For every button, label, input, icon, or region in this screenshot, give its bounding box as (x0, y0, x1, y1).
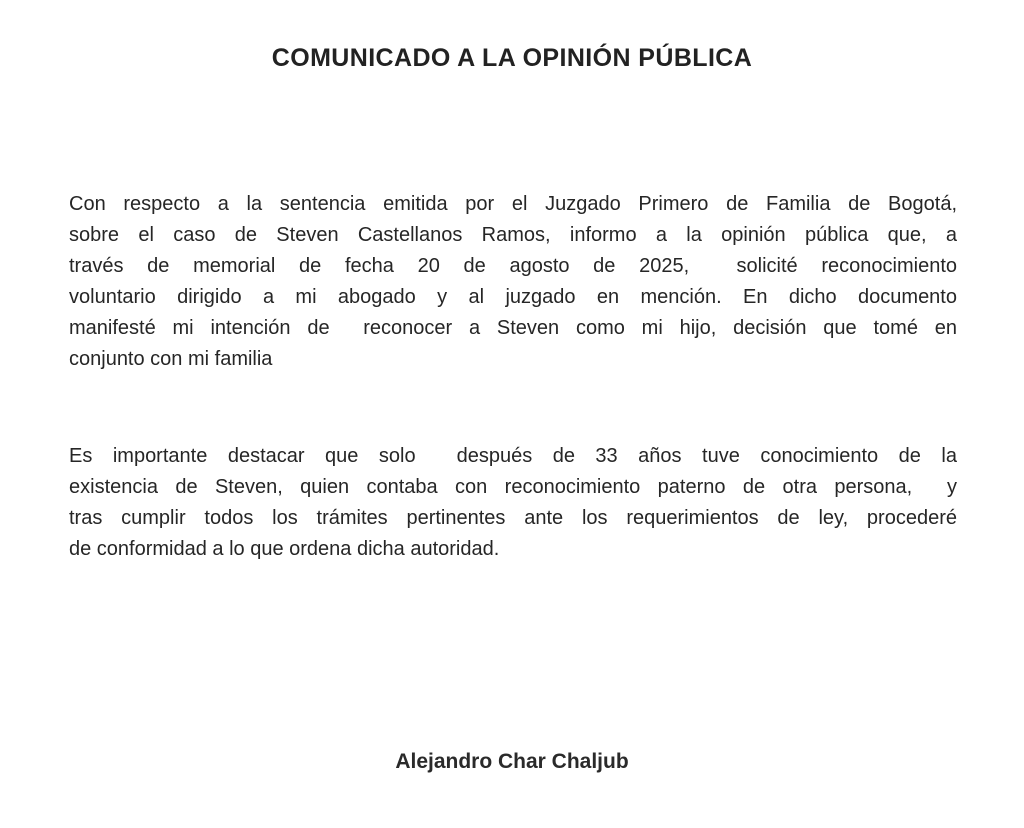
document-title: COMUNICADO A LA OPINIÓN PÚBLICA (271, 44, 753, 72)
paragraph-line: de conformidad a lo que ordena dicha autoridad. (69, 538, 500, 560)
paragraph-one (69, 189, 957, 375)
paragraph-line: Es importante destacar que solo después de 33 años tuve conocimiento de la (69, 445, 957, 467)
paragraph-line: voluntario dirigido a mi abogado y al juzgado en mención. En dicho documento (69, 286, 957, 308)
paragraph-line: conjunto con mi familia (69, 348, 273, 370)
signature-name: Alejandro Char Chaljub (395, 750, 629, 773)
paragraph-line: través de memorial de fecha 20 de agosto de 2025, solicité reconocimiento (69, 255, 957, 277)
paragraph-line: tras cumplir todos los trámites pertinentes ante los requerimientos de ley, procederé (69, 507, 957, 529)
paragraph-two (69, 441, 957, 565)
paragraph-line: sobre el caso de Steven Castellanos Ramos, informo a la opinión pública que, a (69, 224, 957, 246)
paragraph-line: manifesté mi intención de reconocer a Steven como mi hijo, decisión que tomé en (69, 317, 957, 339)
paragraph-line: Con respecto a la sentencia emitida por el Juzgado Primero de Familia de Bogotá, (69, 193, 957, 215)
paragraph-line: existencia de Steven, quien contaba con reconocimiento paterno de otra persona, y (69, 476, 957, 498)
